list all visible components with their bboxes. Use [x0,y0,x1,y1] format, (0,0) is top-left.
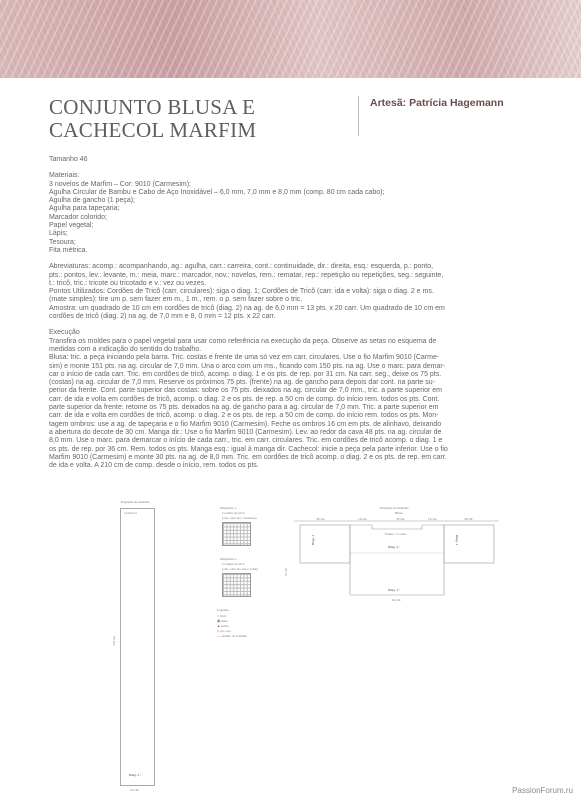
execution-line: Blusa: tric. a peça iniciando pela barra. Tric. costas e frente de uma só vez em carr. circulares. Use o fio Marfim 9010 (Carme- [49,354,440,362]
legend-title: Legenda [217,608,229,612]
page-title [49,96,329,142]
execution-line: (costas) na ag. circular de 7,0 mm. Reserve os próximos 75 pts. (frente) na ag. de gancho para depois dar cont. na parte su- [49,379,435,387]
diagram2-note: (obs.: em carr. ida e volta) [222,567,258,571]
title-divider [358,96,359,136]
legend-item [217,634,247,638]
title-line-1: CONJUNTO BLUSA E [49,95,256,119]
blusa-diag2: Diag. 2 ↑ [388,545,401,549]
execution-line: sim) e monte 151 pts. na ag. circular de 7,0 mm. Una o arco com um ms., ficando com 150 pts. na ag. Use o marc. para demar- [49,362,446,370]
diagram1-subtitle: Cordões de tricô [222,511,245,515]
material-item: Fita métrica. [49,246,88,254]
legend-item [217,629,247,633]
abbreviations-section [49,263,535,321]
execution-intro-line: Transfira os moldes para o papel vegetal para usar como referência na execução da peça. Observe as setas no esquema de [49,337,437,345]
legend-symbol-icon: ↔ [217,634,222,638]
scarf-diag-label: Diag. 2 ↑ [129,773,142,777]
blusa-diag1-left: Diag. 1 [311,534,316,546]
material-item: Agulha Circular de Bambu e Cabo de Aço Inoxidável – 6,0 mm, 7,0 mm e 8,0 mm (comp. 80 cm cada cabo); [49,188,385,196]
execution-text [49,354,535,470]
material-item: Papel vegetal; [49,222,94,230]
blusa-width: 62 cm [392,598,401,602]
blusa-dim-4: 16 cm [428,517,437,521]
title-line-2: CACHECOL MARFIM [49,118,257,142]
blusa-schema-title: Esquema de medidas [380,506,409,510]
header-yarn-photo [0,0,581,78]
legend-label: meia [221,619,228,623]
legend-item [217,614,247,618]
execution-heading: Execução [49,329,80,337]
material-item: Agulha para tapeçaria; [49,205,120,213]
blusa-diag1-right: Diag. 1 [455,534,460,546]
pattern-instructions [49,156,535,470]
execution-line: de ida e volta. A 210 cm de comp. desde o início, rem. todos os pts. [49,462,259,470]
material-item: 3 novelos de Marfim – Cor: 9010 (Carmesim); [49,180,191,188]
execution-line: tagem ombros: use a ag. de tapeçaria e o fio Marfim 9010 (Carmesim). Feche os ombros 16 cm em pts. de alinhavo, deixando [49,420,442,428]
material-item: Agulha de gancho (1 peça); [49,197,136,205]
execution-line: carr. de ida e volta em cordões de tricô, acomp. o diag. 2 e os pts. de rep. a 50 cm de comp. do início rem. todos os pts. Cont. [49,395,440,403]
size-text: Tamanho 46 [49,156,88,163]
legend-item [217,619,247,623]
abbreviation-line: pts.: pontos, lev.: levante, m.: meia, marc.: marcador, nov.: novelos, rem.: rematar, rep.: repetição ou repetições, seg.: seguinte, [49,271,444,279]
abbreviation-line: t.: tricô, tric.: tricote ou tricotado e v.: vez ou vezes. [49,279,207,287]
diagram1-note: (obs.: em carr. circulares) [222,516,257,520]
abbreviation-line: (mate simples): tire um p. sem fazer em m., 1 m., rem. o p. sem fazer sobre o tric. [49,296,303,304]
material-item: Marcador colorido; [49,213,107,221]
legend-label: tricô [219,614,227,618]
legend-label: sentido do trabalho [221,634,248,638]
execution-line: 8,0 mm. Use o marc. para demarcar o início de cada carr., tric. em carr. circulares. Tric. em cordões de tricô acomp. o diag. 1 e [49,437,443,445]
abbreviation-line: Amostra: um quadrado de 10 cm em cordões de tricô (diag. 2) na ag. de 6,0 mm = 13 pts. x 20 carr. Um quadrado de 10 cm em [49,304,445,312]
execution-line: perior da frente. Cont. parte superior das costas: sobre os 75 pts. deixados na ag. circular de 7,0 mm., tric. a parte superior em [49,387,442,395]
scarf-width: 25 cm [130,788,139,792]
materials-heading: Materiais: [49,172,80,180]
diagram2-subtitle: Cordões de tricô [222,562,245,566]
diagram2-grid [222,573,251,597]
execution-line: car o início de cada carr. Tric. em cordões de tricô, acomp. o diag. 1 e os pts. de rep. por 31 cm. Na carr. seg., deixe os 75 pts. [49,370,442,378]
legend-symbol-icon: ▷ [217,629,221,633]
scarf-schematic [112,508,155,786]
abbreviation-line: Abreviaturas: acomp.: acompanhando, ag.: agulha, carr.: carreira, cont.: continuidade, dir.: direita, esq.: esquerda, p.: ponto, [49,263,434,271]
blusa-height-body: 31 cm [284,567,289,577]
abbreviation-line: cordões de tricô (diag. 2) na ag. de 7,0 mm e 8, 0 mm = 12 pts. x 22 carr. [49,313,276,321]
legend-label: pts. rep. [220,629,232,633]
execution-line: a abertura do decote de 30 cm. Manga dir.: Use o fio Marfim 9010 (Carmesim). Lev. ao redor da cava 48 pts. na ag. circular de [49,428,442,436]
legend-symbol-icon: ▲ [217,624,222,628]
execution-line: Marfim 9010 (Carmesim) e monte 30 pts. na ag. de 8,0 mm. Tric. em cordões de tricô acomp. o diag. 2 e os pts. de rep. em carr. [49,453,447,461]
execution-intro [49,338,535,355]
scarf-label: Cachecol [124,511,137,515]
blusa-dim-1: 36 cm [316,517,325,521]
legend-symbol-icon: □ [217,614,220,618]
materials-list [49,181,535,256]
execution-line: carr. de ida e volta em cordões de tricô, acomp. o diag. 2 e os pts. de rep. a 50 cm de comp. do início rem. todos os pts. Mon- [49,412,439,420]
blusa-diag1-bottom: Diag. 1 ↑ [388,588,401,592]
legend-label: início [221,624,229,628]
blusa-dim-5: 36 cm [464,517,473,521]
watermark: PassionForum.ru [512,786,573,795]
legend-list [217,614,247,639]
material-item: Tesoura; [49,238,76,246]
diagram2-title: Diagrama 2 - [220,557,238,561]
execution-intro-line: medidas com a indicação do sentido do trabalho. [49,345,202,353]
blusa-front-back: Frente + Costas [385,532,407,536]
blusa-dim-2: 16 cm [358,517,367,521]
material-item: Lápis; [49,230,68,238]
legend-item [217,624,247,628]
scarf-schema-title: Esquema de medidas [121,500,150,504]
diagram1-title: Diagrama 1 - [220,506,238,510]
artist-credit: Artesã: Patrícia Hagemann [370,97,504,109]
execution-line: os pts. de rep. por 36 cm. Rem. todos os pts. Manga esq.: igual à manga dir. Cachecol: inicie a peça pela parte inferior. Use o fio [49,445,448,453]
blusa-dim-3: 30 cm [396,517,405,521]
legend-symbol-icon: ▣ [217,619,222,623]
scarf-height: 210 cm [112,635,117,647]
blusa-label: Blusa [395,511,403,515]
abbreviation-line: Pontos Utilizados: Cordões de Tricô (carr. circulares): siga o diag. 1; Cordões de Tricô (carr. ida e volta): siga o diag. 2 e ms. [49,288,434,296]
execution-line: parte superior da frente: retome os 75 pts. deixados na ag. de gancho para a ag. circular de 7,0 mm. Tric. a parte superior em [49,404,439,412]
diagram1-grid [222,522,251,546]
